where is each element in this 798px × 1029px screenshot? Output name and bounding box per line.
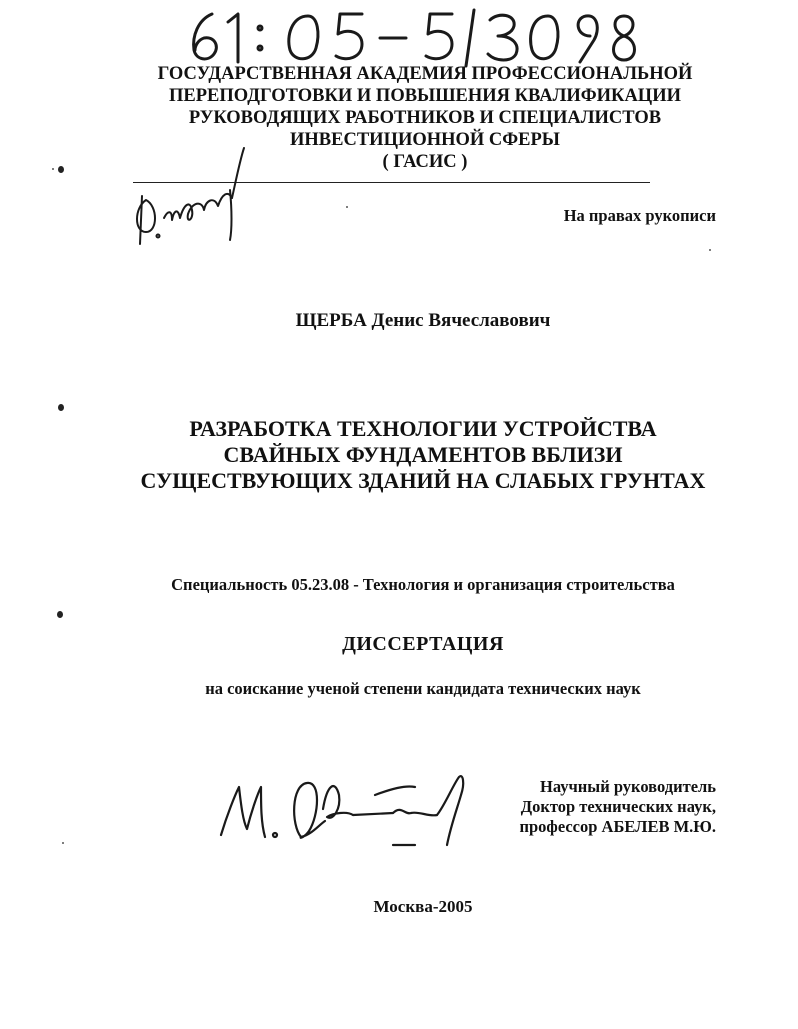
- punch-hole-mark: [58, 166, 64, 173]
- thesis-title-line: РАЗРАБОТКА ТЕХНОЛОГИИ УСТРОЙСТВА: [189, 416, 657, 441]
- punch-hole-mark: [58, 404, 64, 411]
- author-signature: [128, 140, 258, 250]
- institution-abbreviation: ( ГАСИС ): [382, 152, 468, 172]
- thesis-title: [0, 416, 798, 494]
- supervisor-signature: [215, 765, 475, 860]
- scientific-supervisor: [519, 777, 716, 837]
- document-type: ДИССЕРТАЦИЯ: [342, 633, 504, 655]
- thesis-title-line: СВАЙНЫХ ФУНДАМЕНТОВ ВБЛИЗИ: [223, 442, 623, 467]
- institution-line: ПЕРЕПОДГОТОВКИ И ПОВЫШЕНИЯ КВАЛИФИКАЦИИ: [169, 86, 681, 106]
- scan-speck: [52, 168, 54, 170]
- supervisor-line: Научный руководитель: [540, 777, 716, 796]
- scan-speck: [709, 249, 711, 251]
- specialty-line: Специальность 05.23.08 - Технология и организация строительства: [171, 575, 675, 594]
- manuscript-note: На правах рукописи: [563, 206, 716, 225]
- degree-line: на соискание ученой степени кандидата технических наук: [205, 679, 641, 698]
- supervisor-line: профессор АБЕЛЕВ М.Ю.: [519, 817, 716, 836]
- institution-line: ГОСУДАРСТВЕННАЯ АКАДЕМИЯ ПРОФЕССИОНАЛЬНОЙ: [157, 64, 693, 84]
- institution-line: ИНВЕСТИЦИОННОЙ СФЕРЫ: [290, 130, 560, 150]
- city-year: Москва-2005: [373, 897, 473, 916]
- punch-hole-mark: [57, 611, 63, 618]
- handwritten-archive-number: [180, 6, 640, 68]
- author-name: ЩЕРБА Денис Вячеславович: [295, 310, 551, 331]
- scan-speck: [62, 842, 64, 844]
- thesis-title-line: СУЩЕСТВУЮЩИХ ЗДАНИЙ НА СЛАБЫХ ГРУНТАХ: [140, 468, 706, 493]
- scan-speck: [346, 206, 348, 208]
- institution-line: РУКОВОДЯЩИХ РАБОТНИКОВ И СПЕЦИАЛИСТОВ: [188, 108, 662, 128]
- supervisor-line: Доктор технических наук,: [520, 797, 716, 816]
